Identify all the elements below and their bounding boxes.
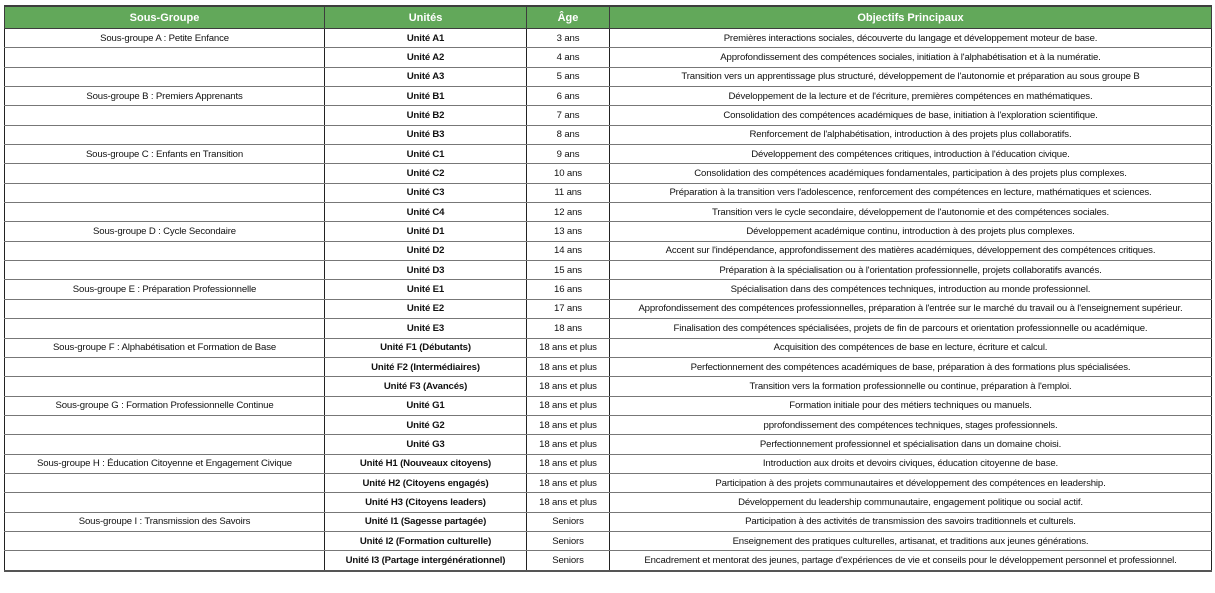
cell-objectif: Acquisition des compétences de base en lecture, écriture et calcul. bbox=[610, 338, 1212, 357]
cell-age: 18 ans et plus bbox=[527, 435, 610, 454]
table-body bbox=[5, 29, 1212, 571]
cell-unite: Unité C4 bbox=[325, 203, 527, 222]
cell-unite: Unité F3 (Avancés) bbox=[325, 377, 527, 396]
cell-unite: Unité C2 bbox=[325, 164, 527, 183]
table-row bbox=[5, 222, 1212, 241]
cell-age: 13 ans bbox=[527, 222, 610, 241]
cell-age: 12 ans bbox=[527, 203, 610, 222]
cell-objectif: Approfondissement des compétences professionnelles, préparation à l'entrée sur le marché du travail ou à l'enseignement supérieur. bbox=[610, 299, 1212, 318]
table-row bbox=[5, 145, 1212, 164]
cell-sous-groupe bbox=[5, 473, 325, 492]
cell-unite: Unité E2 bbox=[325, 299, 527, 318]
cell-sous-groupe: Sous-groupe I : Transmission des Savoirs bbox=[5, 512, 325, 531]
table-row bbox=[5, 299, 1212, 318]
table-row bbox=[5, 415, 1212, 434]
cell-age: 18 ans et plus bbox=[527, 396, 610, 415]
table-row bbox=[5, 280, 1212, 299]
header-age: Âge bbox=[527, 6, 610, 29]
cell-age: 6 ans bbox=[527, 87, 610, 106]
cell-sous-groupe bbox=[5, 551, 325, 571]
cell-age: 18 ans bbox=[527, 319, 610, 338]
cell-objectif: Développement de la lecture et de l'écriture, premières compétences en mathématiques. bbox=[610, 87, 1212, 106]
cell-age: 11 ans bbox=[527, 183, 610, 202]
cell-sous-groupe bbox=[5, 67, 325, 86]
cell-unite: Unité F2 (Intermédiaires) bbox=[325, 357, 527, 376]
table-row bbox=[5, 87, 1212, 106]
cell-unite: Unité A3 bbox=[325, 67, 527, 86]
cell-objectif: Spécialisation dans des compétences techniques, introduction au monde professionnel. bbox=[610, 280, 1212, 299]
cell-sous-groupe bbox=[5, 435, 325, 454]
cell-sous-groupe: Sous-groupe D : Cycle Secondaire bbox=[5, 222, 325, 241]
cell-unite: Unité C3 bbox=[325, 183, 527, 202]
cell-sous-groupe bbox=[5, 203, 325, 222]
cell-unite: Unité D2 bbox=[325, 241, 527, 260]
table-row bbox=[5, 473, 1212, 492]
cell-objectif: Enseignement des pratiques culturelles, artisanat, et traditions aux jeunes générations. bbox=[610, 531, 1212, 550]
cell-objectif: Perfectionnement des compétences académiques de base, préparation à des formations plus spécialisées. bbox=[610, 357, 1212, 376]
cell-unite: Unité B1 bbox=[325, 87, 527, 106]
cell-sous-groupe bbox=[5, 183, 325, 202]
table-row bbox=[5, 435, 1212, 454]
cell-objectif: Premières interactions sociales, découverte du langage et développement moteur de base. bbox=[610, 29, 1212, 48]
cell-objectif: Consolidation des compétences académiques de base, initiation à l'exploration scientifique. bbox=[610, 106, 1212, 125]
cell-sous-groupe bbox=[5, 357, 325, 376]
header-unites: Unités bbox=[325, 6, 527, 29]
cell-objectif: Préparation à la spécialisation ou à l'orientation professionnelle, projets collaboratifs avancés. bbox=[610, 261, 1212, 280]
cell-age: 15 ans bbox=[527, 261, 610, 280]
table-row bbox=[5, 319, 1212, 338]
cell-sous-groupe bbox=[5, 261, 325, 280]
table-row bbox=[5, 551, 1212, 571]
cell-unite: Unité H3 (Citoyens leaders) bbox=[325, 493, 527, 512]
cell-unite: Unité I3 (Partage intergénérationnel) bbox=[325, 551, 527, 571]
table-row bbox=[5, 338, 1212, 357]
cell-age: 14 ans bbox=[527, 241, 610, 260]
cell-age: 18 ans et plus bbox=[527, 473, 610, 492]
cell-age: Seniors bbox=[527, 551, 610, 571]
cell-objectif: Encadrement et mentorat des jeunes, partage d'expériences de vie et conseils pour le développement personnel et professionnel. bbox=[610, 551, 1212, 571]
cell-age: 17 ans bbox=[527, 299, 610, 318]
cell-objectif: Consolidation des compétences académiques fondamentales, participation à des projets plus complexes. bbox=[610, 164, 1212, 183]
table-row bbox=[5, 203, 1212, 222]
header-sous-groupe: Sous-Groupe bbox=[5, 6, 325, 29]
cell-objectif: Développement du leadership communautaire, engagement politique ou social actif. bbox=[610, 493, 1212, 512]
cell-sous-groupe bbox=[5, 415, 325, 434]
cell-objectif: Transition vers le cycle secondaire, développement de l'autonomie et des compétences sociales. bbox=[610, 203, 1212, 222]
table-row bbox=[5, 67, 1212, 86]
cell-objectif: Finalisation des compétences spécialisées, projets de fin de parcours et orientation professionnelle ou académique. bbox=[610, 319, 1212, 338]
cell-sous-groupe bbox=[5, 493, 325, 512]
cell-age: 18 ans et plus bbox=[527, 357, 610, 376]
table-row bbox=[5, 454, 1212, 473]
cell-objectif: Formation initiale pour des métiers techniques ou manuels. bbox=[610, 396, 1212, 415]
cell-objectif: Transition vers un apprentissage plus structuré, développement de l'autonomie et préparation au sous groupe B bbox=[610, 67, 1212, 86]
table-row bbox=[5, 396, 1212, 415]
cell-unite: Unité E1 bbox=[325, 280, 527, 299]
cell-sous-groupe bbox=[5, 299, 325, 318]
cell-age: 18 ans et plus bbox=[527, 415, 610, 434]
cell-sous-groupe: Sous-groupe G : Formation Professionnelle Continue bbox=[5, 396, 325, 415]
cell-sous-groupe: Sous-groupe H : Éducation Citoyenne et Engagement Civique bbox=[5, 454, 325, 473]
cell-age: Seniors bbox=[527, 512, 610, 531]
cell-objectif: Renforcement de l'alphabétisation, introduction à des projets plus collaboratifs. bbox=[610, 125, 1212, 144]
cell-sous-groupe bbox=[5, 48, 325, 67]
cell-unite: Unité G3 bbox=[325, 435, 527, 454]
cell-objectif: Participation à des activités de transmission des savoirs traditionnels et culturels. bbox=[610, 512, 1212, 531]
cell-age: 10 ans bbox=[527, 164, 610, 183]
cell-unite: Unité D3 bbox=[325, 261, 527, 280]
curriculum-table-container bbox=[4, 5, 1211, 572]
cell-unite: Unité A1 bbox=[325, 29, 527, 48]
cell-age: 5 ans bbox=[527, 67, 610, 86]
cell-age: 8 ans bbox=[527, 125, 610, 144]
cell-objectif: Préparation à la transition vers l'adolescence, renforcement des compétences en lecture, mathématiques et sciences. bbox=[610, 183, 1212, 202]
cell-objectif: Introduction aux droits et devoirs civiques, éducation citoyenne de base. bbox=[610, 454, 1212, 473]
cell-age: 18 ans et plus bbox=[527, 454, 610, 473]
table-row bbox=[5, 106, 1212, 125]
cell-sous-groupe bbox=[5, 531, 325, 550]
cell-unite: Unité C1 bbox=[325, 145, 527, 164]
table-row bbox=[5, 164, 1212, 183]
table-row bbox=[5, 377, 1212, 396]
cell-age: 4 ans bbox=[527, 48, 610, 67]
cell-sous-groupe: Sous-groupe F : Alphabétisation et Formation de Base bbox=[5, 338, 325, 357]
cell-objectif: Participation à des projets communautaires et développement des compétences en leadership. bbox=[610, 473, 1212, 492]
cell-sous-groupe bbox=[5, 106, 325, 125]
cell-unite: Unité B3 bbox=[325, 125, 527, 144]
cell-unite: Unité E3 bbox=[325, 319, 527, 338]
cell-age: 3 ans bbox=[527, 29, 610, 48]
cell-unite: Unité I2 (Formation culturelle) bbox=[325, 531, 527, 550]
cell-sous-groupe bbox=[5, 377, 325, 396]
cell-unite: Unité G2 bbox=[325, 415, 527, 434]
cell-age: 16 ans bbox=[527, 280, 610, 299]
table-row bbox=[5, 493, 1212, 512]
cell-unite: Unité A2 bbox=[325, 48, 527, 67]
table-row bbox=[5, 125, 1212, 144]
cell-age: 18 ans et plus bbox=[527, 493, 610, 512]
cell-unite: Unité H1 (Nouveaux citoyens) bbox=[325, 454, 527, 473]
cell-age: 18 ans et plus bbox=[527, 377, 610, 396]
table-row bbox=[5, 531, 1212, 550]
header-row bbox=[5, 6, 1212, 29]
cell-objectif: Développement académique continu, introduction à des projets plus complexes. bbox=[610, 222, 1212, 241]
cell-age: 18 ans et plus bbox=[527, 338, 610, 357]
curriculum-table bbox=[4, 5, 1212, 572]
cell-age: Seniors bbox=[527, 531, 610, 550]
cell-objectif: Accent sur l'indépendance, approfondissement des matières académiques, développement des compétences critiques. bbox=[610, 241, 1212, 260]
cell-sous-groupe: Sous-groupe E : Préparation Professionnelle bbox=[5, 280, 325, 299]
cell-sous-groupe: Sous-groupe C : Enfants en Transition bbox=[5, 145, 325, 164]
table-row bbox=[5, 183, 1212, 202]
cell-unite: Unité D1 bbox=[325, 222, 527, 241]
cell-sous-groupe: Sous-groupe B : Premiers Apprenants bbox=[5, 87, 325, 106]
cell-sous-groupe bbox=[5, 241, 325, 260]
cell-age: 7 ans bbox=[527, 106, 610, 125]
table-row bbox=[5, 48, 1212, 67]
cell-objectif: pprofondissement des compétences techniques, stages professionnels. bbox=[610, 415, 1212, 434]
table-row bbox=[5, 29, 1212, 48]
table-row bbox=[5, 241, 1212, 260]
cell-objectif: Perfectionnement professionnel et spécialisation dans un domaine choisi. bbox=[610, 435, 1212, 454]
table-row bbox=[5, 357, 1212, 376]
cell-sous-groupe: Sous-groupe A : Petite Enfance bbox=[5, 29, 325, 48]
table-row bbox=[5, 512, 1212, 531]
cell-objectif: Transition vers la formation professionnelle ou continue, préparation à l'emploi. bbox=[610, 377, 1212, 396]
cell-unite: Unité I1 (Sagesse partagée) bbox=[325, 512, 527, 531]
cell-sous-groupe bbox=[5, 164, 325, 183]
cell-sous-groupe bbox=[5, 125, 325, 144]
cell-objectif: Développement des compétences critiques, introduction à l'éducation civique. bbox=[610, 145, 1212, 164]
cell-unite: Unité G1 bbox=[325, 396, 527, 415]
cell-unite: Unité F1 (Débutants) bbox=[325, 338, 527, 357]
cell-unite: Unité B2 bbox=[325, 106, 527, 125]
header-objectifs: Objectifs Principaux bbox=[610, 6, 1212, 29]
cell-objectif: Approfondissement des compétences sociales, initiation à l'alphabétisation et à la numératie. bbox=[610, 48, 1212, 67]
cell-age: 9 ans bbox=[527, 145, 610, 164]
table-row bbox=[5, 261, 1212, 280]
cell-sous-groupe bbox=[5, 319, 325, 338]
cell-unite: Unité H2 (Citoyens engagés) bbox=[325, 473, 527, 492]
